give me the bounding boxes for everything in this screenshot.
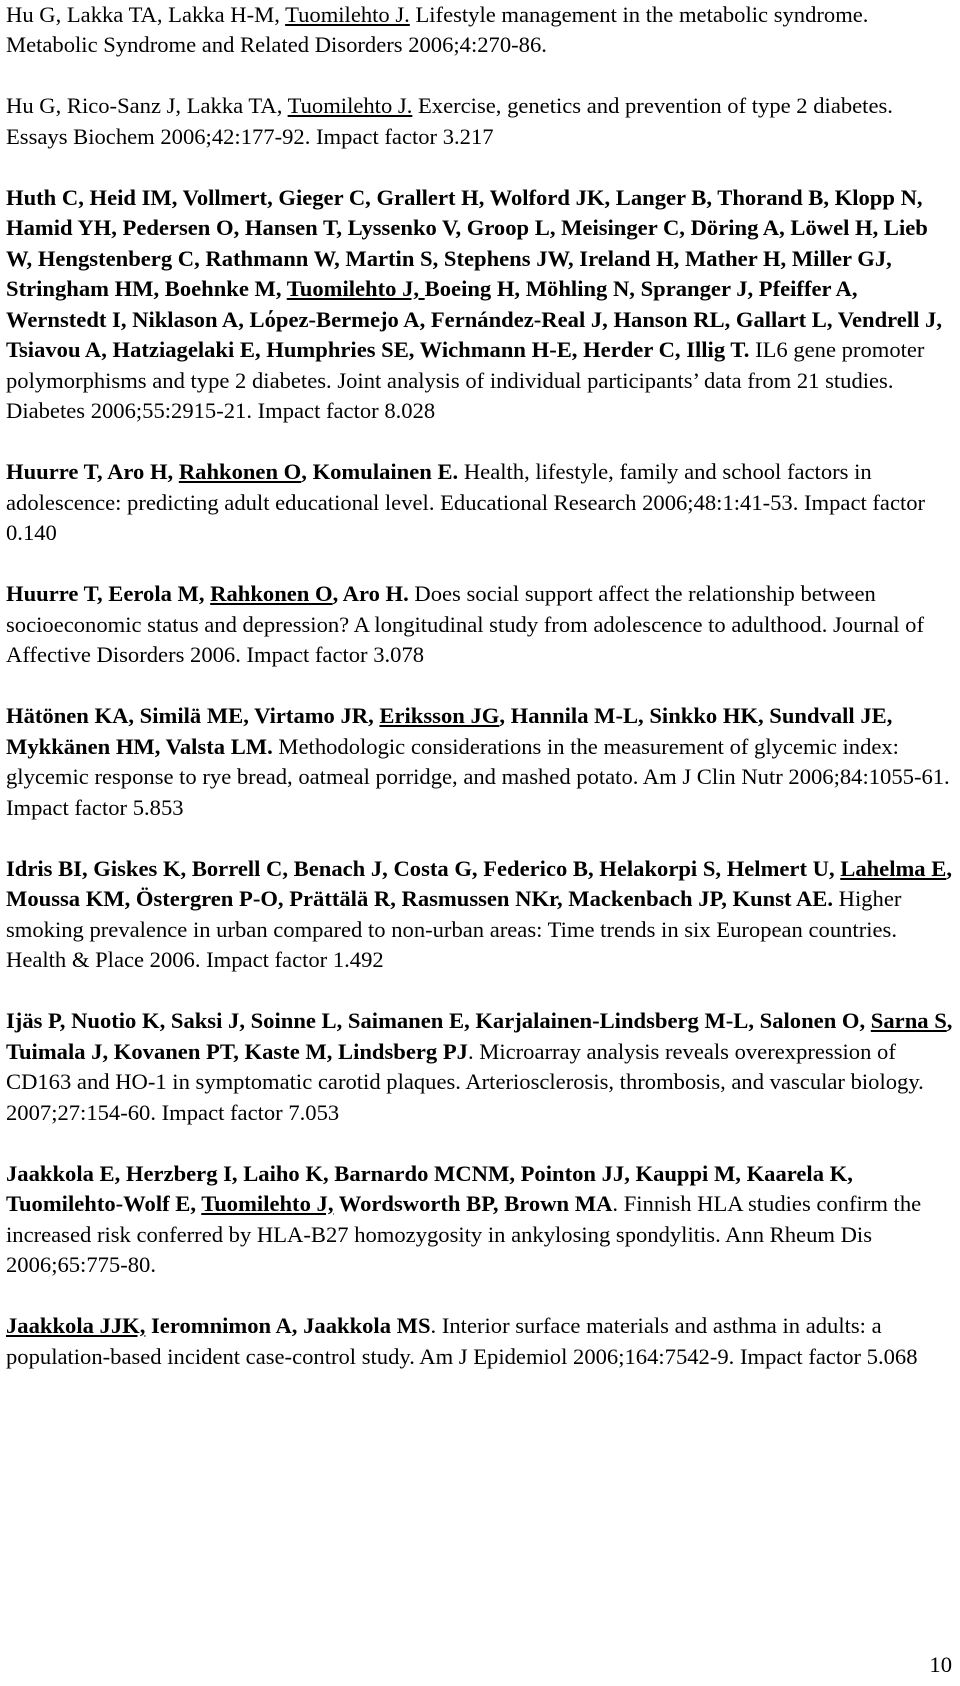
reference-entry [6, 1006, 954, 1128]
reference-text: , Hannila M-L, Sinkko HK, Sundvall JE, Mykkänen HM, Valsta LM. [6, 703, 893, 759]
reference-text: Ijäs P, Nuotio K, Saksi J, Soinne L, Saimanen E, Karjalainen-Lindsberg M-L, Salonen O, [6, 1008, 871, 1033]
reference-text: Wordsworth BP, Brown MA [333, 1191, 613, 1216]
reference-citation: Does social support affect the relationship between socioeconomic status and depression? A longitudinal study from adolescence to adulthood. Journal of Affective Disorders 2006. Impact factor 3.078 [6, 581, 924, 667]
highlighted-author: Jaakkola JJK, [6, 1313, 146, 1338]
reference-citation: Health, lifestyle, family and school factors in adolescence: predicting adult educational level. Educational Research 2006;48:1:41-53. Impact factor 0.140 [6, 459, 926, 545]
highlighted-author: Rahkonen O [178, 459, 302, 484]
reference-authors [6, 2, 868, 58]
reference-text: Huurre T, Aro H, [6, 459, 179, 484]
reference-citation: . Microarray analysis reveals overexpression of CD163 and HO-1 in symptomatic carotid plaques. Arteriosclerosis, thrombosis, and vascular biology. 2007;27:154-60. Impact factor 7.053 [6, 1038, 924, 1125]
reference-text: Hätönen KA, Similä ME, Virtamo JR, [6, 703, 380, 728]
reference-text: Idris BI, Giskes K, Borrell C, Benach J, Costa G, Federico B, Helakorpi S, Helmert U, [6, 855, 841, 881]
reference-entry [6, 183, 954, 427]
document-page [6, 0, 954, 1403]
highlighted-author: Rahkonen O [210, 581, 333, 606]
reference-text: Ieromnimon A, Jaakkola MS [145, 1313, 431, 1338]
reference-text: Boeing H, Möhling N, Spranger J, Pfeiffer A, Wernstedt I, Niklason A, Lόpez-Bermejo A, Fernández-Real J, Hanson RL, Gallart L, Vendrell J, Tsiavou A, Hatziagelaki E, Humphries SE, Wichmann H-E, Herder C, Illig T. [6, 276, 942, 362]
reference-authors [6, 856, 952, 912]
highlighted-author: Tuomilehto J, [201, 1191, 334, 1216]
page-number: 10 [929, 1652, 952, 1677]
reference-text: Exercise, genetics and prevention of type 2 diabetes. Essays Biochem 2006;42:177-92. Impact factor 3.217 [6, 93, 893, 149]
reference-entry [6, 91, 954, 152]
reference-authors [6, 581, 409, 606]
highlighted-author: Tuomilehto J. [287, 93, 413, 118]
reference-text: Lifestyle management in the metabolic syndrome. Metabolic Syndrome and Related Disorders 2006;4:270-86. [6, 1, 869, 57]
reference-text: Hu G, Lakka TA, Lakka H-M, [6, 1, 286, 27]
reference-text: , Komulainen E. [301, 459, 459, 484]
reference-citation: . Interior surface materials and asthma in adults: a population-based incident case-control study. Am J Epidemiol 2006;164:7542-9. Impact factor 5.068 [6, 1313, 918, 1369]
reference-authors [6, 93, 893, 149]
reference-authors [6, 185, 942, 363]
reference-text: Jaakkola E, Herzberg I, Laiho K, Barnardo MCNM, Pointon JJ, Kauppi M, Kaarela K, Tuomilehto-Wolf E, [6, 1160, 853, 1216]
reference-text: , Tuimala J, Kovanen PT, Kaste M, Lindsberg PJ [6, 1008, 953, 1064]
reference-authors [6, 1313, 431, 1338]
reference-citation: IL6 gene promoter polymorphisms and type 2 diabetes. Joint analysis of individual participants’ data from 21 studies. Diabetes 2006;55:2915-21. Impact factor 8.028 [6, 337, 925, 423]
reference-entry [6, 854, 954, 976]
highlighted-author: Tuomilehto J. [285, 1, 410, 27]
reference-text: Huurre T, Eerola M, [6, 581, 211, 606]
reference-authors [6, 459, 458, 484]
reference-citation: . Finnish HLA studies confirm the increased risk conferred by HLA-B27 homozygosity in ankylosing spondylitis. Ann Rheum Dis 2006;65:775-80. [6, 1191, 922, 1277]
reference-text: Huth C, Heid IM, Vollmert, Gieger C, Grallert H, Wolford JK, Langer B, Thorand B, Klopp N, Hamid YH, Pedersen O, Hansen T, Lyssenko V, Groop L, Meisinger C, Döring A, Löwel H, Lieb W, Hengstenberg C, Rathmann W, Martin S, Stephens JW, Ireland H, Mather H, Miller GJ, Stringham HM, Boehnke M, [6, 184, 928, 301]
reference-citation: Methodologic considerations in the measurement of glycemic index: glycemic response to rye bread, oatmeal porridge, and mashed potato. Am J Clin Nutr 2006;84:1055-61. Impact factor 5.853 [6, 733, 950, 820]
highlighted-author: Sarna S [870, 1008, 947, 1033]
reference-entry [6, 0, 954, 61]
reference-entry [6, 1311, 954, 1372]
reference-text: Hu G, Rico-Sanz J, Lakka TA, [6, 93, 288, 118]
reference-text: , Aro H. [332, 581, 409, 606]
reference-entry [6, 579, 954, 671]
reference-entry [6, 1159, 954, 1281]
reference-entry [6, 457, 954, 549]
highlighted-author: Lahelma E [840, 855, 947, 881]
reference-entry [6, 701, 954, 823]
reference-list [6, 0, 954, 1372]
highlighted-author: Eriksson JG [379, 703, 500, 728]
reference-citation: Higher smoking prevalence in urban compared to non-urban areas: Time trends in six European countries. Health & Place 2006. Impact factor 1.492 [6, 886, 902, 972]
reference-text: , Moussa KM, Östergren P-O, Prättälä R, Rasmussen NKr, Mackenbach JP, Kunst AE. [6, 855, 952, 911]
highlighted-author: Tuomilehto J, [286, 276, 425, 301]
